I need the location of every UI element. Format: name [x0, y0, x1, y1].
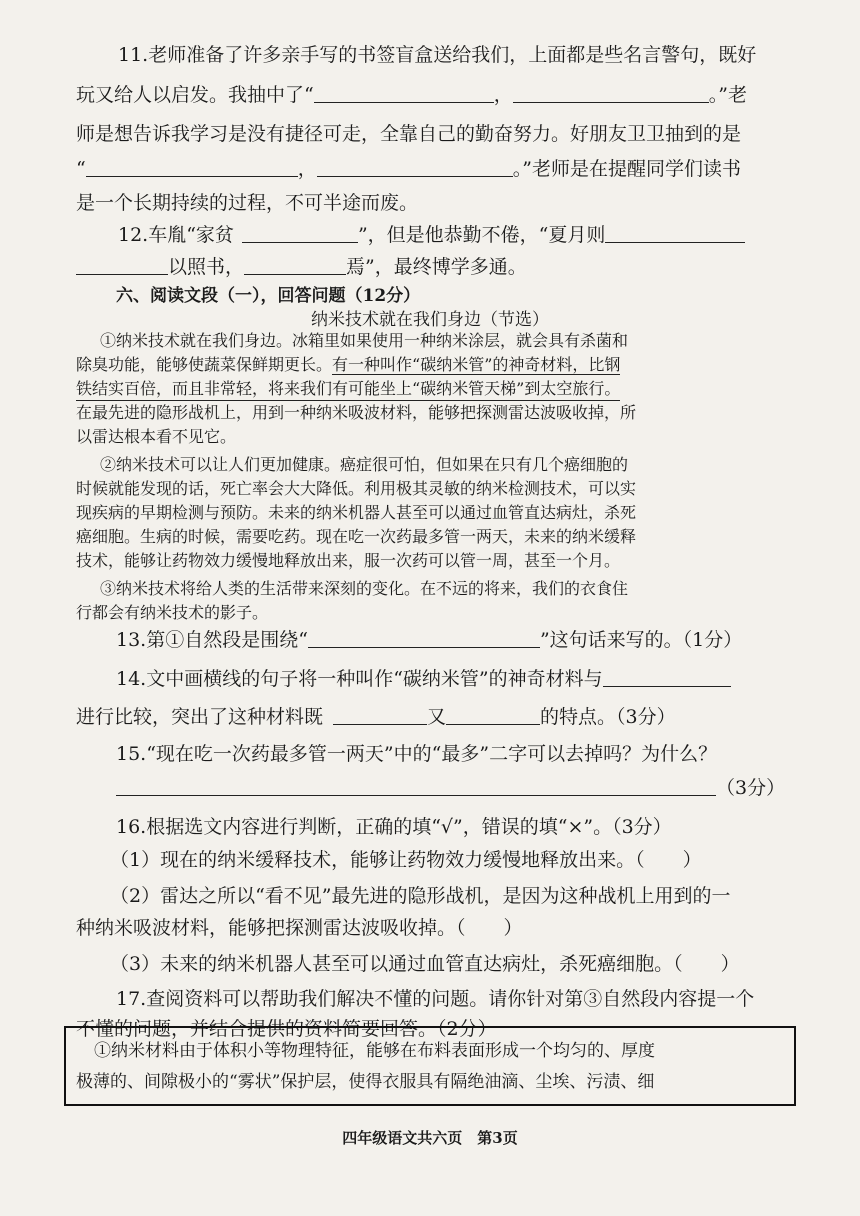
passage-p1-line1: ①纳米技术就在我们身边。冰箱里如果使用一种纳米涂层，就会具有杀菌和 — [100, 331, 629, 350]
q14-blank-3[interactable] — [446, 706, 540, 725]
passage-p3-line2: 行都会有纳米技术的影子。 — [76, 603, 269, 622]
q11-line1: 11.老师准备了许多亲手写的书签盲盒送给我们，上面都是些名言警句，既好 — [118, 44, 757, 66]
underlined-sentence-part2: 铁结实百倍，而且非常轻，将来我们有可能坐上“碳纳米管天梯”到太空旅行。 — [76, 378, 620, 401]
q13 — [116, 628, 742, 652]
passage-p1-line2-a: 除臭功能，能够使蔬菜保鲜期更长。 — [76, 355, 333, 374]
q16-item-3[interactable]: （3）未来的纳米机器人甚至可以通过血管直达病灶，杀死癌细胞。（ ） — [110, 953, 740, 975]
q12-line1 — [118, 223, 745, 247]
q11-line2-text: 玩又给人以启发。我抽中了“ — [76, 84, 314, 106]
q16-item-2-line1: （2）雷达之所以“看不见”最先进的隐形战机，是因为这种战机上用到的一 — [110, 885, 731, 907]
passage-p1-line5: 以雷达根本看不见它。 — [76, 427, 237, 446]
passage-p2-line4: 癌细胞。生病的时候，需要吃药。现在吃一次药最多管一两天，未来的纳米缓释 — [76, 527, 637, 546]
q12-line2 — [76, 255, 527, 279]
q11-blank-2[interactable] — [513, 84, 709, 103]
q17-line1: 17.查阅资料可以帮助我们解决不懂的问题。请你针对第③自然段内容提一个 — [116, 988, 755, 1010]
reference-material-box — [64, 1026, 796, 1106]
passage-p1-line2 — [76, 354, 620, 376]
q11-blank-3[interactable] — [86, 158, 298, 177]
section-heading: 六、阅读文段（一），回答问题（12分） — [116, 286, 421, 306]
q11-comma: ， — [493, 84, 513, 106]
q14-text-b: 进行比较，突出了这种材料既 — [76, 706, 324, 728]
q16-stem: 16.根据选文内容进行判断，正确的填“√”，错误的填“×”。（3分） — [116, 816, 672, 838]
page-footer: 四年级语文共六页 第3页 — [342, 1129, 518, 1147]
passage-p3-line1: ③纳米技术将给人类的生活带来深刻的变化。在不远的将来，我们的衣食住 — [100, 579, 629, 598]
q16-item-1[interactable]: （1）现在的纳米缓释技术，能够让药物效力缓慢地释放出来。（ ） — [110, 849, 702, 871]
q12-text-b: ”，但是他恭勤不倦，“夏月则 — [357, 224, 606, 246]
q11-line3: 师是想告诉我学习是没有捷径可走，全靠自己的勤奋努力。好朋友卫卫抽到的是 — [76, 123, 742, 145]
passage-p2-line2: 时候就能发现的话，死亡率会大大降低。利用极其灵敏的纳米检测技术，可以实 — [76, 479, 637, 498]
q15-answer-line — [116, 776, 785, 800]
q12-text-a: 12.车胤“家贫 — [118, 224, 234, 246]
q11-line4 — [76, 157, 741, 181]
q13-text-b: ”这句话来写的。（1分） — [539, 629, 743, 651]
q12-text-d: 焉”，最终博学多通。 — [346, 256, 527, 278]
q14-text-d: 的特点。（3分） — [540, 706, 676, 728]
q14-line1 — [116, 667, 731, 691]
q13-text-a: 13.第①自然段是围绕“ — [116, 629, 308, 651]
q14-text-c: 又 — [427, 706, 447, 728]
q11-line5: 是一个长期持续的过程，不可半途而废。 — [76, 192, 419, 214]
q13-blank[interactable] — [308, 629, 540, 648]
q12-blank-2[interactable] — [605, 224, 745, 243]
q12-blank-3[interactable] — [76, 256, 168, 275]
passage-p1-line4: 在最先进的隐形战机上，用到一种纳米吸波材料，能够把探测雷达波吸收掉，所 — [76, 403, 637, 422]
q14-line2 — [76, 705, 676, 729]
material-line1: ①纳米材料由于体积小等物理特征，能够在布料表面形成一个均匀的、厚度 — [94, 1041, 655, 1061]
passage-p2-line5: 技术，能够让药物效力缓慢地释放出来，服一次药可以管一周，甚至一个月。 — [76, 551, 621, 570]
q11-comma-2: ， — [297, 158, 317, 180]
q15-line1: 15.“现在吃一次药最多管一两天”中的“最多”二字可以去掉吗？为什么？ — [116, 743, 718, 765]
q11-blank-1[interactable] — [314, 84, 494, 103]
q11-line2 — [76, 83, 747, 107]
q15-score: （3分） — [716, 777, 786, 799]
q12-blank-1[interactable] — [242, 224, 358, 243]
q14-text-a: 14.文中画横线的句子将一种叫作“碳纳米管”的神奇材料与 — [116, 668, 603, 690]
material-line2: 极薄的、间隙极小的“雾状”保护层，使得衣服具有隔绝油滴、尘埃、污渍、细 — [76, 1072, 655, 1092]
q11-blank-4[interactable] — [317, 158, 513, 177]
q11-open-quote: “ — [76, 158, 86, 180]
q14-blank-2[interactable] — [333, 706, 427, 725]
passage-p2-line1: ②纳米技术可以让人们更加健康。癌症很可怕，但如果在只有几个癌细胞的 — [100, 455, 629, 474]
q17-line2: 不懂的问题，并结合提供的资料简要回答。（2分） — [76, 1018, 497, 1040]
q14-blank-1[interactable] — [603, 668, 731, 687]
underlined-sentence-part1: 有一种叫作“碳纳米管”的神奇材料，比钢 — [332, 355, 621, 374]
q16-item-2-line2[interactable]: 种纳米吸波材料，能够把探测雷达波吸收掉。（ ） — [76, 917, 523, 939]
q11-line4-end: 。”老师是在提醒同学们读书 — [512, 158, 741, 180]
q12-blank-4[interactable] — [244, 256, 346, 275]
q12-text-c: 以照书， — [168, 256, 245, 278]
q15-answer-blank[interactable] — [116, 777, 716, 796]
passage-title: 纳米技术就在我们身边（节选） — [311, 310, 549, 330]
passage-p2-line3: 现疾病的早期检测与预防。未来的纳米机器人甚至可以通过血管直达病灶，杀死 — [76, 503, 637, 522]
q11-line2-end: 。”老 — [708, 84, 747, 106]
